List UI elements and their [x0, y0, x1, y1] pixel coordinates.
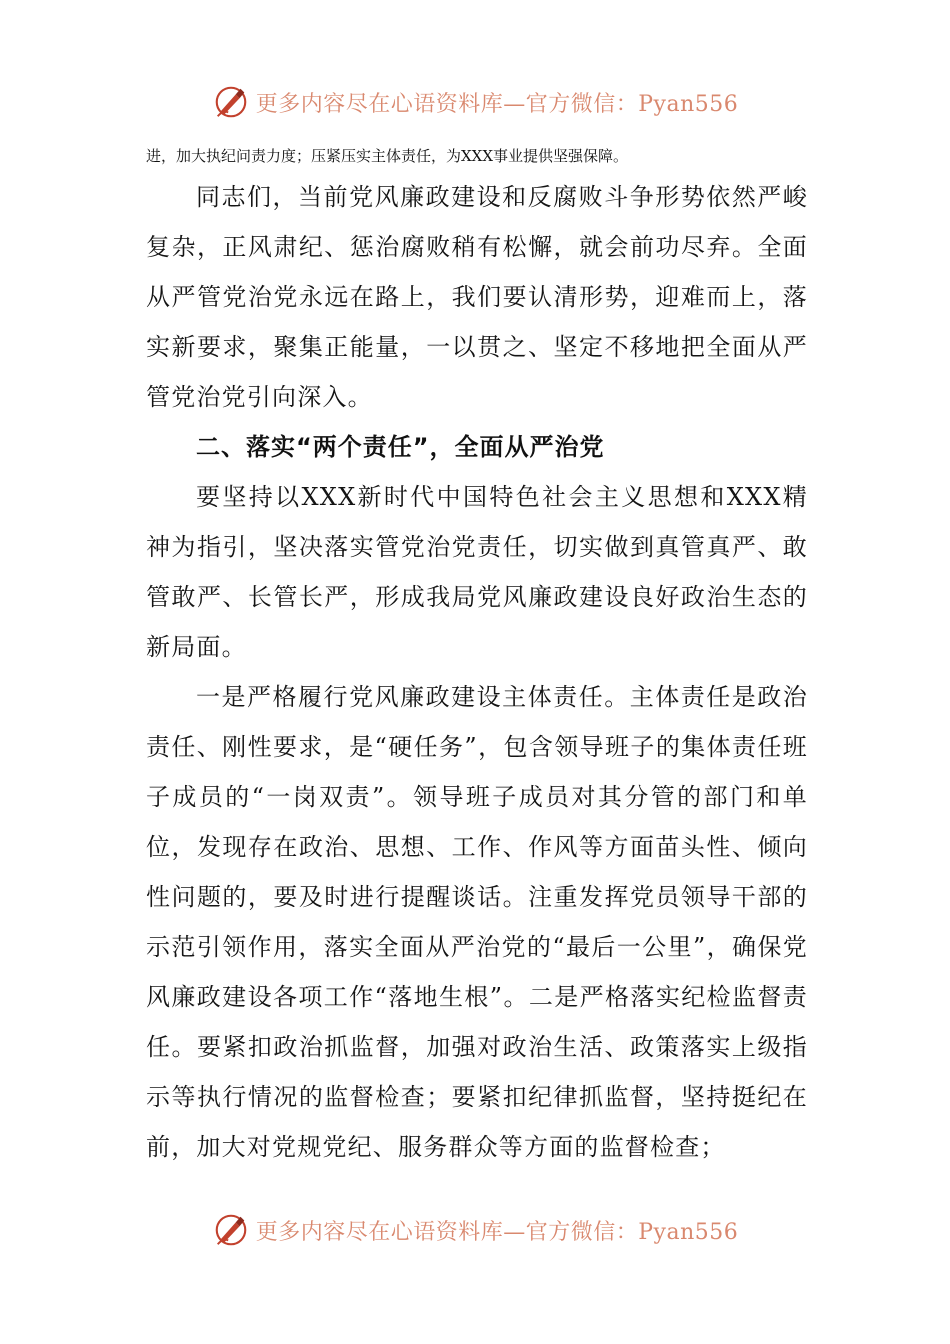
header-watermark-banner	[0, 80, 950, 124]
footer-watermark-banner	[0, 1208, 950, 1252]
paragraph-situation: 同志们，当前党风廉政建设和反腐败斗争形势依然严峻复杂，正风肃纪、惩治腐败稍有松懈，就会前功尽弃。全面从严管党治党永远在路上，我们要认清形势，迎难而上，落实新要求，聚集正能量，一以贯之、坚定不移地把全面从严管党治党引向深入。	[146, 183, 808, 411]
continuation-line: 进，加大执纪问责力度；压紧压实主体责任，为XXX事业提供坚强保障。	[146, 147, 629, 165]
banner-text: 更多内容尽在心语资料库—官方微信：Pyan556	[255, 1219, 739, 1245]
pen-nib-logo-icon	[212, 83, 250, 121]
pen-nib-logo-icon	[212, 1211, 250, 1249]
paragraph-guidance: 要坚持以XXX新时代中国特色社会主义思想和XXX精神为指引，坚决落实管党治党责任，切实做到真管真严、敢管敢严、长管长严，形成我局党风廉政建设良好政治生态的新局面。	[146, 483, 808, 661]
paragraph-responsibilities: 一是严格履行党风廉政建设主体责任。主体责任是政治责任、刚性要求，是“硬任务”，包含领导班子的集体责任班子成员的“一岗双责”。领导班子成员对其分管的部门和单位，发现存在政治、思想、工作、作风等方面苗头性、倾向性问题的，要及时进行提醒谈话。注重发挥党员领导干部的示范引领作用，落实全面从严治党的“最后一公里”，确保党风廉政建设各项工作“落地生根”。二是严格落实纪检监督责任。要紧扣政治抓监督，加强对政治生活、政策落实上级指示等执行情况的监督检查；要紧扣纪律抓监督，坚持挺纪在前，加大对党规党纪、服务群众等方面的监督检查；	[146, 683, 808, 1161]
document-body	[146, 140, 808, 1172]
banner-text: 更多内容尽在心语资料库—官方微信：Pyan556	[255, 91, 739, 117]
section-heading: 二、落实“两个责任”，全面从严治党	[196, 433, 605, 461]
